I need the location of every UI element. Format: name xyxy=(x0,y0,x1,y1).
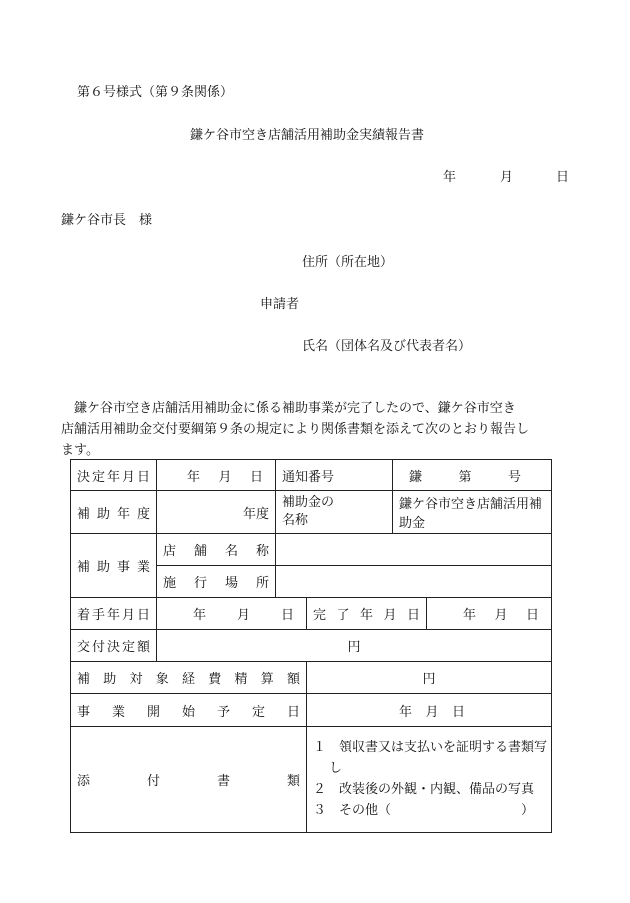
label-char: 定 xyxy=(91,469,105,485)
address-label: 住所（所在地） xyxy=(302,255,394,270)
label-char: 完 xyxy=(313,608,327,623)
label-char: 舗 xyxy=(194,544,208,559)
start-month: 月 xyxy=(237,608,251,623)
completion-date-field[interactable] xyxy=(427,598,552,630)
start-date-field[interactable] xyxy=(157,598,307,630)
label-char: 事 xyxy=(116,560,130,575)
label-char: 予 xyxy=(217,704,231,720)
decision-month: 月 xyxy=(218,469,232,485)
label-char: 名 xyxy=(225,544,239,559)
label-char: 額 xyxy=(136,640,150,655)
attachment-item-2: ２ 改装後の外観・内観、備品の写真 xyxy=(313,781,535,797)
row-attachments xyxy=(71,727,552,833)
applicant-label: 申請者 xyxy=(260,297,300,312)
row-decision-date xyxy=(71,460,552,491)
row-fiscal-year xyxy=(71,491,552,534)
label-char: 日 xyxy=(407,608,421,623)
date-day: 日 xyxy=(556,170,570,185)
label-char: 行 xyxy=(194,576,208,591)
start-year: 年 xyxy=(193,608,207,623)
label-char: 決 xyxy=(77,469,91,485)
label-char: 始 xyxy=(182,704,196,720)
label-char: 業 xyxy=(136,560,150,575)
label-char: 添 xyxy=(77,774,91,789)
label-char: 交 xyxy=(77,640,91,655)
label-char: 着 xyxy=(77,608,91,623)
label-char: 月 xyxy=(121,608,135,623)
attachment-item-1-cont: し xyxy=(329,760,343,776)
label-char: 類 xyxy=(287,774,301,789)
row-grant-amount xyxy=(71,630,552,662)
row-dates xyxy=(71,598,552,630)
report-table xyxy=(70,459,552,833)
scheduled-start-field[interactable] xyxy=(307,694,552,727)
start-day: 日 xyxy=(281,608,295,623)
body-line-3: ます。 xyxy=(61,443,99,458)
label-char: 対 xyxy=(129,672,143,687)
notice-go: 号 xyxy=(508,469,522,485)
label-char: 象 xyxy=(155,672,169,687)
label-char: 算 xyxy=(260,672,274,687)
label-char: 度 xyxy=(136,506,150,522)
grant-amount-field[interactable]: 円 xyxy=(157,630,552,662)
scheduled-month: 月 xyxy=(425,704,439,720)
label-char: 精 xyxy=(234,672,248,687)
completion-year: 年 xyxy=(463,608,477,623)
label-char: 額 xyxy=(287,672,301,687)
label-char: 日 xyxy=(287,704,301,720)
date-year: 年 xyxy=(443,170,457,185)
label-char: 補 xyxy=(77,506,91,522)
subsidy-name-label: 補助金の 名称 xyxy=(276,491,393,534)
label-char: 所 xyxy=(256,576,270,591)
label-char: 開 xyxy=(147,704,161,720)
label-char: 定 xyxy=(252,704,266,720)
label-char: 施 xyxy=(163,576,177,591)
scheduled-day: 日 xyxy=(452,704,466,720)
subsidy-name-value: 鎌ケ谷市空き店舗活用補助金 xyxy=(393,491,552,534)
store-name-field[interactable] xyxy=(276,534,552,566)
date-month: 月 xyxy=(500,170,514,185)
notice-dai: 第 xyxy=(458,469,472,485)
attachment-item-3: ３ その他（ ） xyxy=(313,802,535,818)
name-label: 氏名（団体名及び代表者名） xyxy=(302,339,472,354)
label-char: 決 xyxy=(106,640,120,655)
label-char: 称 xyxy=(256,544,270,559)
attachment-item-1: １ 領収書又は支払いを証明する書類写 xyxy=(313,739,548,755)
label-char: 年 xyxy=(106,608,120,623)
label-char: 了 xyxy=(336,608,350,623)
label-char: 月 xyxy=(121,469,135,485)
start-date-label xyxy=(71,598,157,630)
label-char: 助 xyxy=(96,506,110,522)
label-char: 場 xyxy=(225,576,239,591)
notice-number-field[interactable] xyxy=(393,460,552,491)
scheduled-start-label xyxy=(71,694,307,727)
settlement-label xyxy=(71,662,307,694)
label-char: 年 xyxy=(106,469,120,485)
label-char: 経 xyxy=(182,672,196,687)
row-store-name xyxy=(71,534,552,566)
store-name-label xyxy=(157,534,276,566)
label-char: 手 xyxy=(91,608,105,623)
decision-date-label xyxy=(71,460,157,491)
label-char: 付 xyxy=(91,640,105,655)
form-number: 第６号様式（第９条関係） xyxy=(77,85,234,100)
label-char: 定 xyxy=(121,640,135,655)
fiscal-year-label xyxy=(71,491,157,534)
body-line-1: 鎌ケ谷市空き店舗活用補助金に係る補助事業が完了したので、鎌ケ谷市空き xyxy=(61,401,516,416)
addressee: 鎌ケ谷市長 様 xyxy=(61,213,153,228)
label-char: 事 xyxy=(77,704,91,720)
grant-amount-label xyxy=(71,630,157,662)
location-label xyxy=(157,566,276,598)
row-scheduled-start xyxy=(71,694,552,727)
label-char: 店 xyxy=(163,544,177,559)
label-char: 月 xyxy=(383,608,397,623)
location-field[interactable] xyxy=(276,566,552,598)
label-char: 書 xyxy=(217,774,231,789)
attachments-list xyxy=(307,727,552,833)
label-char: 費 xyxy=(208,672,222,687)
decision-day: 日 xyxy=(250,469,264,485)
label-char: 補 xyxy=(77,672,91,687)
notice-kama: 鎌 xyxy=(409,469,423,485)
label-char: 助 xyxy=(96,560,110,575)
label-char: 助 xyxy=(103,672,117,687)
completion-day: 日 xyxy=(526,608,540,623)
label-char: 補 xyxy=(77,560,91,575)
body-line-2: 店舗活用補助金交付要綱第９条の規定により関係書類を添えて次のとおり報告し xyxy=(61,422,530,437)
scheduled-year: 年 xyxy=(399,704,413,720)
label-char: 日 xyxy=(136,608,150,623)
form-title: 鎌ケ谷市空き店舗活用補助金実績報告書 xyxy=(190,128,425,143)
label-char: 業 xyxy=(112,704,126,720)
label-char: 付 xyxy=(147,774,161,789)
label-char: 年 xyxy=(360,608,374,623)
label-char: 日 xyxy=(136,469,150,485)
decision-year: 年 xyxy=(187,469,201,485)
completion-month: 月 xyxy=(494,608,508,623)
row-settlement xyxy=(71,662,552,694)
attachments-label xyxy=(71,727,307,833)
settlement-field[interactable]: 円 xyxy=(307,662,552,694)
fiscal-year-field[interactable]: 年度 xyxy=(157,491,276,534)
project-label xyxy=(71,534,157,598)
notice-number-label: 通知番号 xyxy=(276,460,393,491)
completion-date-label xyxy=(307,598,427,630)
decision-date-field[interactable] xyxy=(157,460,276,491)
label-char: 年 xyxy=(116,506,130,522)
